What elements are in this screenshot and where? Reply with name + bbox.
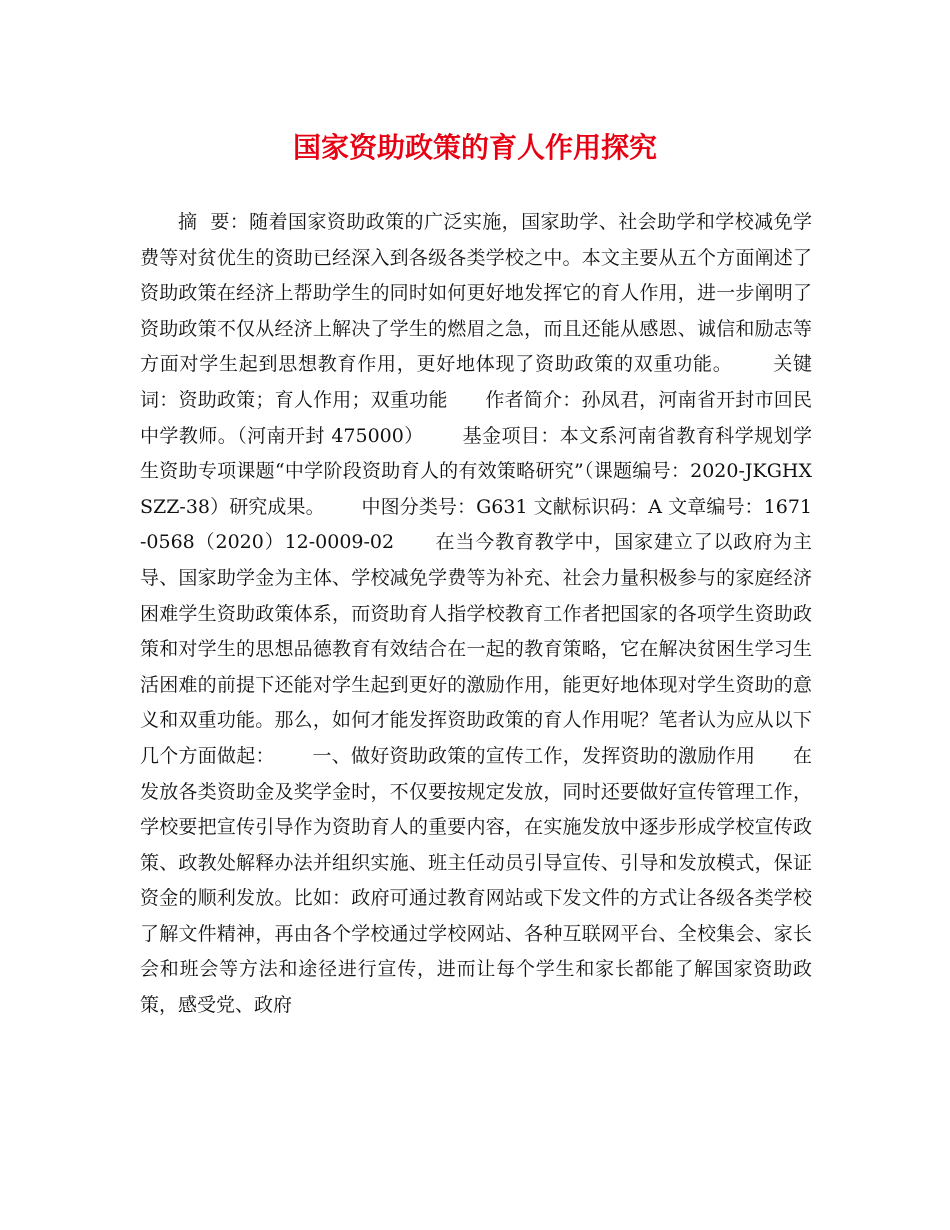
document-title: 国家资助政策的育人作用探究 bbox=[292, 131, 657, 164]
document-body-text: 摘 要：随着国家资助政策的广泛实施，国家助学、社会助学和学校减免学费等对贫优生的资助已经深入到各级各类学校之中。本文主要从五个方面阐述了资助政策在经济上帮助学生的同时如何更好地发挥它的育人作用，进一步阐明了资助政策不仅从经济上解决了学生的燃眉之急，而且还能从感恩、诚信和励志等方面对学生起到思想教育作用，更好地体现了资助政策的双重功能。 关键词：资助政策；育人作用；双重功能 作者简介：孙凤君，河南省开封市回民中学教师。（河南开封 475000） 基金项目：本文系河南省教育科学规划学生资助专项课题“中学阶段资助育人的有效策略研究”（课题编号：2020-JKGHXSZZ-38）研究成果。 中图分类号：G631 文献标识码：A 文章编号：1671-0568（2020）12-0009-02 在当今教育教学中，国家建立了以政府为主导、国家助学金为主体、学校减免学费等为补充、社会力量积极参与的家庭经济困难学生资助政策体系，而资助育人指学校教育工作者把国家的各项学生资助政策和对学生的思想品德教育有效结合在一起的教育策略，它在解决贫困生学习生活困难的前提下还能对学生起到更好的激励作用，能更好地体现对学生资助的意义和双重功能。那么，如何才能发挥资助政策的育人作用呢？笔者认为应从以下几个方面做起： 一、做好资助政策的宣传工作，发挥资助的激励作用 在发放各类资助金及奖学金时，不仅要按规定发放，同时还要做好宣传管理工作，学校要把宣传引导作为资助育人的重要内容，在实施发放中逐步形成学校宣传政策、政教处解释办法并组织实施、班主任动员引导宣传、引导和发放模式，保证资金的顺利发放。比如：政府可通过教育网站或下发文件的方式让各级各类学校了解文件精神，再由各个学校通过学校网站、各种互联网平台、全校集会、家长会和班会等方法和途径进行宣传，进而让每个学生和家长都能了解国家资助政策，感受党、政府 bbox=[140, 211, 812, 1017]
